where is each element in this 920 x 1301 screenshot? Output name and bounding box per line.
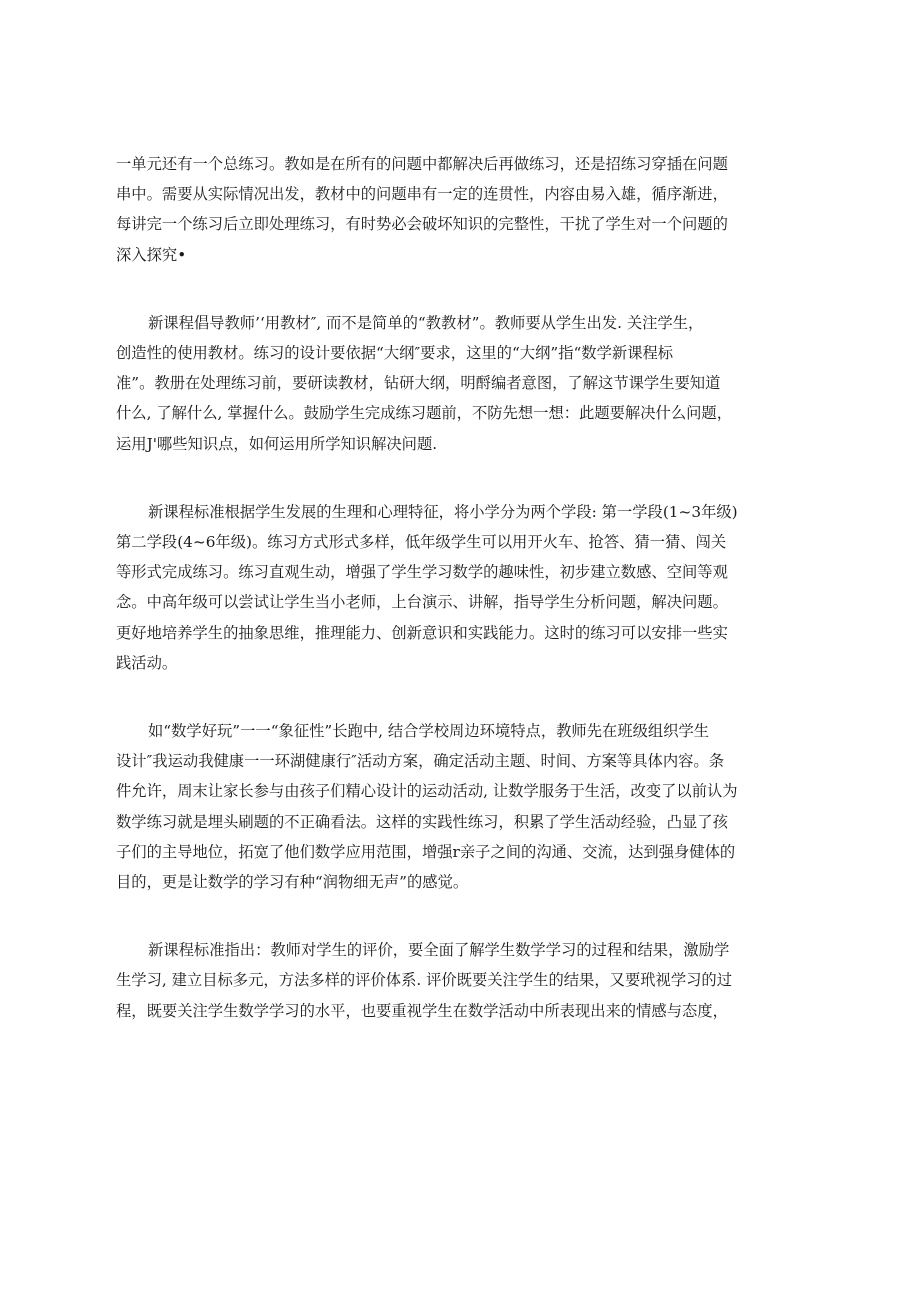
text-line: 等形式完成练习。练习直观生动，增强了学生学习数学的趣味性，初步建立数感、空间等观 <box>116 563 728 582</box>
text-line: 新课程标准指出：教师对学生的评价，要全面了解学生数学学习的过程和结果，激励学 <box>148 941 730 960</box>
paragraph-4 <box>116 716 806 897</box>
text-line: 新课程倡导教师’‘用教材″, 而不是简单的“教教材”。教师要从学生出发. 关注学生， <box>148 313 704 332</box>
text-line: 生学习, 建立目标多元，方法多样的评价体系. 评价既要关注学生的结果，又要玳视学习的过 <box>116 971 733 990</box>
text-line: 更好地培养学生的抽象思维，推理能力、创新意识和实践能力。这时的练习可以安排一些实 <box>116 623 728 642</box>
paragraph-5 <box>116 935 806 1026</box>
text-line: 件允许，周末让家长参与由孩子们精心设计的运动活动, 让数学服务于生活，改变了以前认为 <box>116 782 738 801</box>
text-line: 设计″我运动我健康一一环湖健康行″活动方案，确定活动主题、时间、方案等具体内容。条 <box>116 752 725 771</box>
document-body <box>116 149 806 1026</box>
text-line: 运用J'哪些知识点，如何运用所学知识解决问题. <box>116 434 438 453</box>
text-line: 念。中高年级可以尝试让学生当小老师，上台演示、讲解，指导学生分析问题，解决问题。 <box>116 593 728 612</box>
paragraph-gap <box>116 270 806 308</box>
text-line: 什么, 了解什么, 掌握什么。鼓励学生完成练习题前，不防先想一想：此题要解决什么问题， <box>116 404 733 423</box>
text-line: 串中。需要从实际情况出发，教材中的问题串有一定的连贯性，内容由易入雄，循序渐进， <box>116 185 728 204</box>
text-line: 新课程标准根据学生发展的生理和心理特征，将小学分为两个学段: 第一学段(1~3年级) <box>148 502 738 521</box>
paragraph-gap <box>116 897 806 935</box>
text-line: 数学练习就是埋头刷题的不正确看法。这样的实践性练习，积累了学生活动经验，凸显了孩 <box>116 812 728 831</box>
text-line: 准”。教册在处理练习前，要研读教材，钻研大纲，明酹编者意图，了解这节课学生要知道 <box>116 374 721 393</box>
text-line: 每讲完一个练习后立即处理练习，有时势必会破坏知识的完整性，干扰了学生对一个问题的 <box>116 215 728 234</box>
text-line: 目的，更是让数学的学习有种“润物细无声”的感觉。 <box>116 873 469 892</box>
paragraph-3 <box>116 497 806 678</box>
text-line: 践活动。 <box>116 653 178 672</box>
text-line: 程，既要关注学生数学学习的水平，也要重视学生在数学活动中所表现出来的情感与态度， <box>116 1001 728 1020</box>
text-line: 如“数学好玩”一一“象征性”长跑中, 结合学校周边环境特点，教师先在班级组织学生 <box>148 722 710 741</box>
text-line: 第二学段(4~6年级)。练习方式形式多样，低年级学生可以用开火车、抢答、猜一猜、闯关 <box>116 533 727 552</box>
text-line: 一单元还有一个总练习。教如是在所有的问题中都解决后再做练习，还是招练习穿插在问题 <box>116 155 728 173</box>
text-line: 深入探究• <box>116 245 187 264</box>
paragraph-gap <box>116 678 806 716</box>
paragraph-2 <box>116 308 806 459</box>
text-line: 创造性的使用教材。练习的设计要依据“大纲″要求，这里的“大纲”指“数学新课程标 <box>116 344 674 363</box>
paragraph-gap <box>116 459 806 497</box>
paragraph-1 <box>116 149 806 270</box>
text-line: 子们的主导地位，拓宽了他们数学应用范围，增强r亲子之间的沟通、交流，达到强身健体的 <box>116 842 736 861</box>
